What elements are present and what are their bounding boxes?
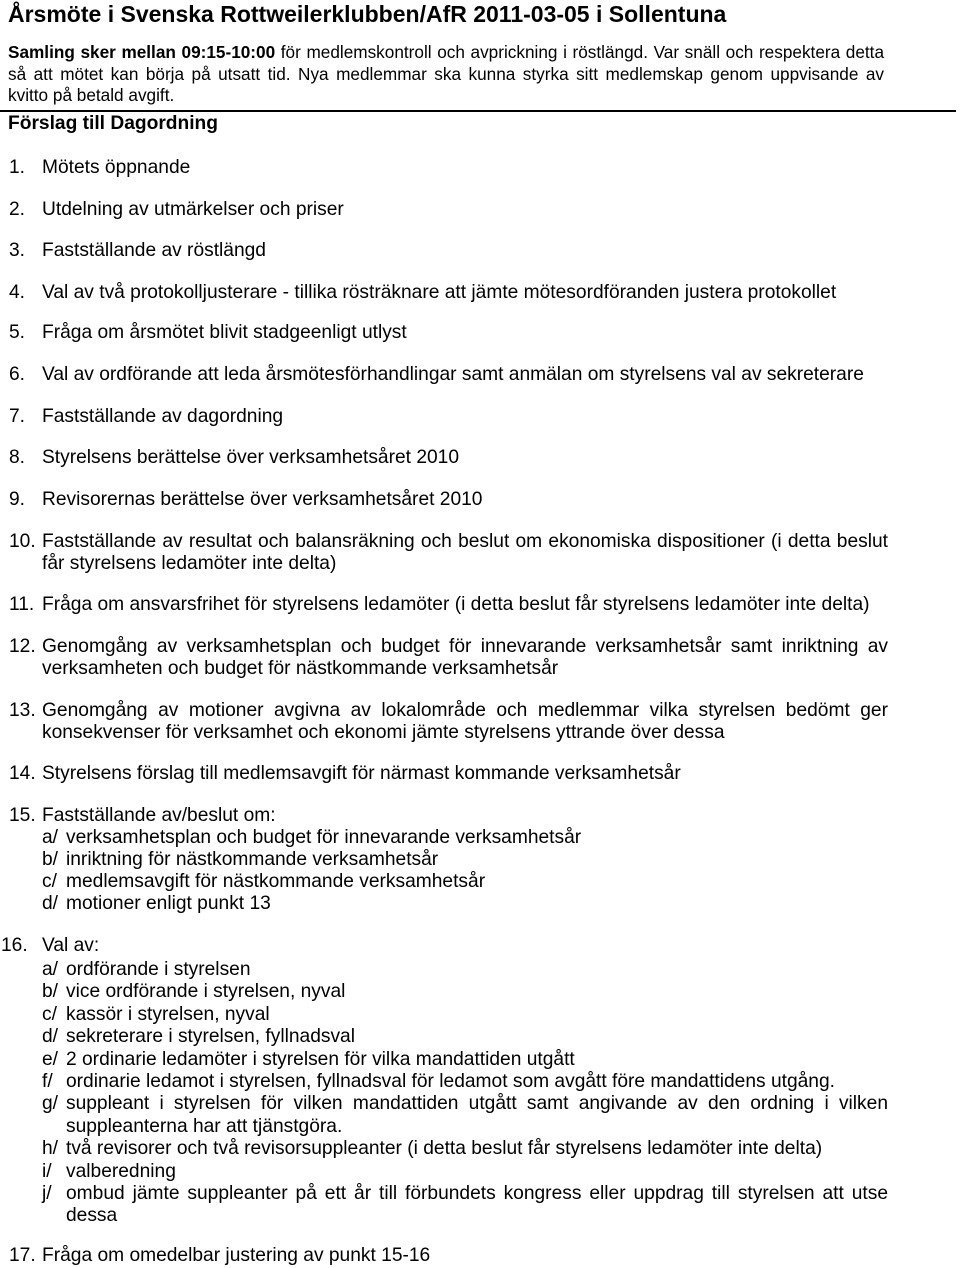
sub-item bbox=[42, 1071, 888, 1093]
agenda-item-text bbox=[42, 322, 888, 344]
agenda-item-number: 12. bbox=[9, 636, 36, 657]
agenda-item-3 bbox=[0, 240, 888, 262]
agenda-item-line: Fråga om omedelbar justering av punkt 15-16 bbox=[42, 1245, 431, 1266]
agenda-item-line: Fastställande av röstlängd bbox=[42, 240, 266, 261]
agenda-item-text bbox=[42, 157, 888, 179]
sub-item-label: b/ bbox=[42, 981, 59, 1003]
agenda-item-text bbox=[42, 282, 888, 304]
agenda-item-number: 4. bbox=[9, 282, 26, 303]
agenda-item-line: Genomgång av motioner avgivna av lokalområde och medlemmar vilka styrelsen bedömt ger bbox=[42, 700, 888, 721]
agenda-item-text bbox=[42, 636, 888, 680]
sub-item bbox=[42, 827, 888, 849]
sub-item-label: a/ bbox=[42, 827, 59, 848]
sub-item-line: vice ordförande i styrelsen, nyval bbox=[66, 981, 346, 1003]
sub-item-line: valberedning bbox=[66, 1160, 176, 1182]
sub-item-label: g/ bbox=[42, 1093, 59, 1115]
sub-item-label: i/ bbox=[42, 1160, 52, 1182]
agenda-item-14 bbox=[0, 763, 888, 785]
intro-paragraph bbox=[8, 42, 884, 107]
sub-item-line: sekreterare i styrelsen, fyllnadsval bbox=[66, 1026, 355, 1048]
agenda-item-number: 8. bbox=[9, 447, 26, 468]
agenda-item-line: Utdelning av utmärkelser och priser bbox=[42, 199, 344, 220]
sub-item-label: j/ bbox=[42, 1182, 52, 1204]
agenda-item-11 bbox=[0, 594, 888, 616]
agenda-item-number: 7. bbox=[9, 406, 26, 427]
sub-item-label: c/ bbox=[42, 1003, 57, 1025]
intro-line-3: kvitto på betald avgift. bbox=[8, 85, 175, 105]
sub-item-label: b/ bbox=[42, 849, 59, 870]
agenda-item-text bbox=[42, 406, 888, 428]
agenda-item-8 bbox=[0, 447, 888, 469]
agenda-item-text bbox=[42, 489, 888, 511]
agenda-item-number: 15. bbox=[9, 805, 36, 826]
intro-bold-lead: Samling sker mellan 09:15-10:00 bbox=[8, 42, 276, 62]
agenda-heading: Förslag till Dagordning bbox=[8, 113, 218, 134]
horizontal-divider bbox=[0, 110, 956, 112]
agenda-item-number: 13. bbox=[9, 700, 36, 721]
sub-item-label: d/ bbox=[42, 893, 59, 914]
agenda-item-number: 5. bbox=[9, 322, 26, 343]
agenda-item-text bbox=[42, 805, 888, 915]
agenda-item-16 bbox=[0, 935, 888, 1228]
agenda-item-line: Genomgång av verksamhetsplan och budget för innevarande verksamhetsår samt inriktning av bbox=[42, 636, 888, 657]
sub-item-line: suppleant i styrelsen för vilken mandattiden utgått samt angivande av den ordning i vilken bbox=[66, 1093, 888, 1115]
sub-item-label: a/ bbox=[42, 958, 59, 980]
agenda-item-line: Fråga om ansvarsfrihet för styrelsens ledamöter (i detta beslut får styrelsens ledamöter inte delta) bbox=[42, 594, 870, 615]
agenda-item-5 bbox=[0, 322, 888, 344]
agenda-item-line: konsekvenser för verksamhet och ekonomi jämte styrelsens yttrande över dessa bbox=[42, 722, 725, 743]
agenda-item-2 bbox=[0, 199, 888, 221]
agenda-item-number: 9. bbox=[9, 489, 26, 510]
agenda-item-text bbox=[42, 199, 888, 221]
agenda-item-number: 10. bbox=[9, 531, 36, 552]
sub-item-label: e/ bbox=[42, 1048, 59, 1070]
document-title: Årsmöte i Svenska Rottweilerklubben/AfR 2011-03-05 i Sollentuna bbox=[8, 1, 727, 27]
agenda-item-line: Val av ordförande att leda årsmötesförhandlingar samt anmälan om styrelsens val av sekreterare bbox=[42, 364, 864, 385]
agenda-item-text bbox=[42, 700, 888, 744]
agenda-item-text bbox=[42, 763, 888, 785]
sub-item bbox=[42, 981, 888, 1003]
sub-item-line: ordinarie ledamot i styrelsen, fyllnadsval för ledamot som avgått före mandattidens utgång. bbox=[66, 1070, 835, 1092]
sub-item bbox=[42, 1026, 888, 1048]
agenda-item-number: 14. bbox=[9, 763, 36, 784]
sub-item-line: dessa bbox=[66, 1205, 118, 1227]
sub-item-line: två revisorer och två revisorsuppleanter (i detta beslut får styrelsens ledamöter inte delta) bbox=[66, 1138, 823, 1160]
intro-line-1 bbox=[8, 42, 884, 64]
sub-item-label: d/ bbox=[42, 1026, 59, 1048]
agenda-item-text bbox=[42, 240, 888, 262]
agenda-item-number: 11. bbox=[9, 594, 35, 615]
agenda-item-line: får styrelsens ledamöter inte delta) bbox=[42, 553, 337, 574]
agenda-item-line: Fastställande av resultat och balansräkning och beslut om ekonomiska dispositioner (i detta beslut bbox=[42, 531, 888, 552]
agenda-item-6 bbox=[0, 364, 888, 386]
agenda-item-number: 16. bbox=[1, 935, 28, 956]
sub-item-label: h/ bbox=[42, 1138, 59, 1160]
intro-line-1-text: för medlemskontroll och avprickning i röstlängd. Var snäll och respektera detta bbox=[280, 42, 884, 62]
agenda-item-line: Styrelsens berättelse över verksamhetsåret 2010 bbox=[42, 447, 460, 468]
agenda-item-4 bbox=[0, 282, 888, 304]
agenda-item-number: 6. bbox=[9, 364, 26, 385]
sub-item-line: medlemsavgift för nästkommande verksamhetsår bbox=[66, 871, 486, 892]
agenda-item-12 bbox=[0, 636, 888, 680]
sub-item bbox=[42, 1093, 888, 1138]
agenda-item-line: Val av två protokolljusterare - tillika rösträknare att jämte mötesordföranden justera protokollet bbox=[42, 282, 837, 303]
sub-item-line: suppleanterna har att tjänstgöra. bbox=[66, 1115, 343, 1137]
agenda-item-7 bbox=[0, 406, 888, 428]
agenda-item-line: verksamheten och budget för nästkommande verksamhetsår bbox=[42, 658, 559, 679]
sub-item-label: f/ bbox=[42, 1070, 53, 1092]
agenda-item-number: 3. bbox=[9, 240, 26, 261]
sub-item bbox=[42, 849, 888, 871]
sub-item-line: 2 ordinarie ledamöter i styrelsen för vilka mandattiden utgått bbox=[66, 1048, 575, 1070]
agenda-item-text bbox=[42, 447, 888, 469]
sub-item bbox=[42, 1004, 888, 1026]
agenda-item-text bbox=[42, 364, 888, 386]
agenda-item-line: Fråga om årsmötet blivit stadgeenligt utlyst bbox=[42, 322, 407, 343]
sub-item-list bbox=[42, 959, 888, 1228]
agenda-item-13 bbox=[0, 700, 888, 744]
agenda-item-line: Styrelsens förslag till medlemsavgift för närmast kommande verksamhetsår bbox=[42, 763, 681, 784]
agenda-item-text bbox=[42, 935, 888, 1228]
sub-item-line: motioner enligt punkt 13 bbox=[66, 893, 271, 914]
agenda-item-number: 17. bbox=[9, 1245, 36, 1266]
agenda-item-number: 2. bbox=[9, 199, 26, 220]
sub-item-line: inriktning för nästkommande verksamhetsår bbox=[66, 849, 439, 870]
sub-item bbox=[42, 1049, 888, 1071]
agenda-item-line: Val av: bbox=[42, 935, 100, 956]
agenda-item-line: Revisorernas berättelse över verksamhetsåret 2010 bbox=[42, 489, 483, 510]
agenda-item-10 bbox=[0, 531, 888, 575]
agenda-item-text bbox=[42, 531, 888, 575]
sub-item bbox=[42, 871, 888, 893]
sub-item bbox=[42, 893, 888, 915]
sub-item-line: verksamhetsplan och budget för innevarande verksamhetsår bbox=[66, 827, 582, 848]
agenda-item-text bbox=[42, 594, 888, 616]
sub-item bbox=[42, 1183, 888, 1228]
agenda-item-text bbox=[42, 1245, 888, 1267]
agenda-item-line: Mötets öppnande bbox=[42, 157, 191, 178]
intro-line-2: så att mötet kan börja på utsatt tid. Nya medlemmar ska kunna styrka sitt medlemskap genom uppvisande av bbox=[8, 63, 884, 84]
sub-item-line: ombud jämte suppleanter på ett år till förbundets kongress eller uppdrag till styrelsen att utse bbox=[66, 1182, 888, 1204]
agenda-item-number: 1. bbox=[9, 157, 26, 178]
sub-item-line: ordförande i styrelsen bbox=[66, 958, 251, 980]
sub-item-line: kassör i styrelsen, nyval bbox=[66, 1003, 270, 1025]
agenda-item-9 bbox=[0, 489, 888, 511]
agenda-item-line: Fastställande av dagordning bbox=[42, 406, 284, 427]
agenda-item-line: Fastställande av/beslut om: bbox=[42, 805, 276, 826]
sub-item bbox=[42, 959, 888, 981]
agenda-item-15 bbox=[0, 805, 888, 915]
sub-item bbox=[42, 1138, 888, 1160]
sub-item bbox=[42, 1161, 888, 1183]
agenda-item-1 bbox=[0, 157, 888, 179]
agenda-item-17 bbox=[0, 1245, 888, 1267]
sub-item-label: c/ bbox=[42, 871, 57, 892]
